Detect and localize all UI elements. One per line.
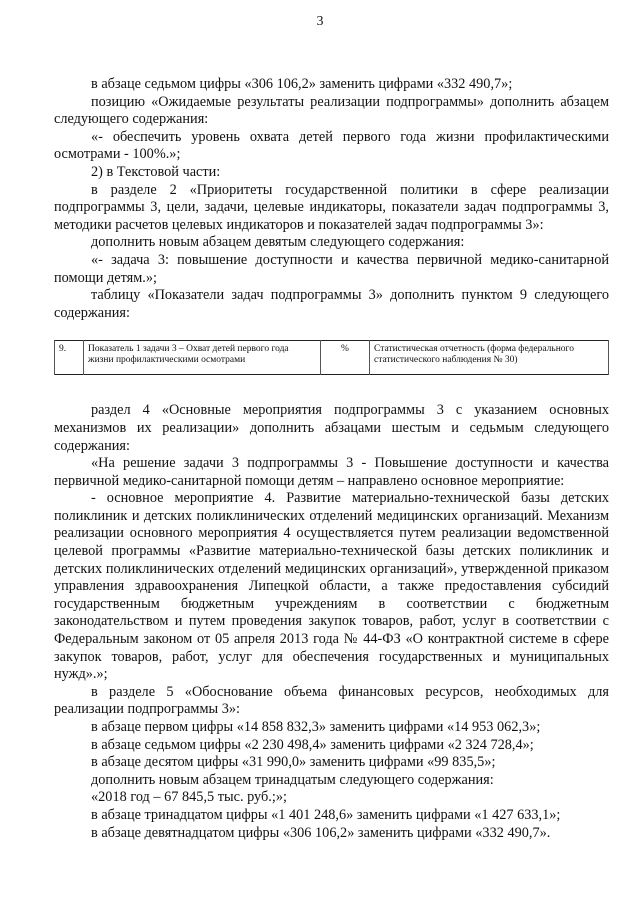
page-number: 3 [316,14,324,29]
indicators-table [54,340,609,375]
table-cell-indicator: Показатель 1 задачи 3 – Охват детей первого года жизни профилактическими осмотрами [84,341,321,375]
table-cell-unit: % [321,341,370,375]
paragraph: - основное мероприятие 4. Развитие материально-технической базы детских поликлиник и детских поликлинических отделений медицинских организаций. Механизм реализации основного мероприятия 4 осуществляется путем реализации ведомственной целевой программы «Развитие материально-технической базы детских поликлиник и детских поликлинических отделений медицинских организаций», утвержденной приказом управления здравоохранения Липецкой области, а также предоставления субсидий государственным бюджетным учреждениям в соответствии с бюджетным законодательством и путем проведения закупок товаров, работ, услуг в соответствии с Федеральным законом от 05 апреля 2013 года № 44-ФЗ «О контрактной системе в сфере закупок товаров, работ, услуг для обеспечения государственных и муниципальных нужд».»; [54,490,609,683]
table-row [55,341,609,375]
paragraph: раздел 4 «Основные мероприятия подпрограммы 3 с указанием основных механизмов их реализации» дополнить абзацами шестым и седьмым следующего содержания: [54,402,609,454]
paragraph: «- обеспечить уровень охвата детей первого года жизни профилактическими осмотрами - 100%.»; [54,128,609,163]
paragraph: дополнить новым абзацем девятым следующего содержания: [91,234,465,251]
paragraph: дополнить новым абзацем тринадцатым следующего содержания: [91,771,494,788]
table-cell-number: 9. [55,341,84,375]
paragraph: «2018 год – 67 845,5 тыс. руб.;»; [91,789,287,806]
paragraph: в абзаце первом цифры «14 858 832,3» заменить цифрами «14 953 062,3»; [91,719,541,735]
indicators-table-wrapper [54,340,609,384]
paragraph: в абзаце седьмом цифры «2 230 498,4» заменить цифрами «2 324 728,4»; [91,736,534,753]
paragraph: в разделе 2 «Приоритеты государственной политики в сфере реализации подпрограммы 3, цели, задачи, целевые индикаторы, показатели задач подпрограммы 3, методики расчетов целевых индикаторов и показателей задач подпрограммы 3»: [54,181,609,233]
paragraph: в абзаце десятом цифры «31 990,0» заменить цифрами «99 835,5»; [91,754,496,771]
paragraph: таблицу «Показатели задач подпрограммы 3» дополнить пунктом 9 следующего содержания: [54,287,609,321]
paragraph: в абзаце седьмом цифры «306 106,2» заменить цифрами «332 490,7»; [91,76,513,92]
paragraph: «- задача 3: повышение доступности и качества первичной медико-санитарной помощи детям.»; [54,251,609,286]
paragraph: «На решение задачи 3 подпрограммы 3 - Повышение доступности и качества первичной медико-санитарной помощи детям – направлено основное мероприятие: [54,455,609,489]
paragraph: в абзаце девятнадцатом цифры «306 106,2» заменить цифрами «332 490,7». [91,824,551,841]
paragraph: 2) в Текстовой части: [91,163,221,180]
document-body [54,76,609,842]
paragraph: позицию «Ожидаемые результаты реализации подпрограммы» дополнить абзацем следующего содержания: [54,93,609,128]
table-cell-source: Статистическая отчетность (форма федерального статистического наблюдения № 30) [370,341,609,375]
paragraph: в абзаце тринадцатом цифры «1 401 248,6» заменить цифрами «1 427 633,1»; [91,806,561,823]
paragraph: в разделе 5 «Обоснование объема финансовых ресурсов, необходимых для реализации подпрограммы 3»: [54,683,609,718]
